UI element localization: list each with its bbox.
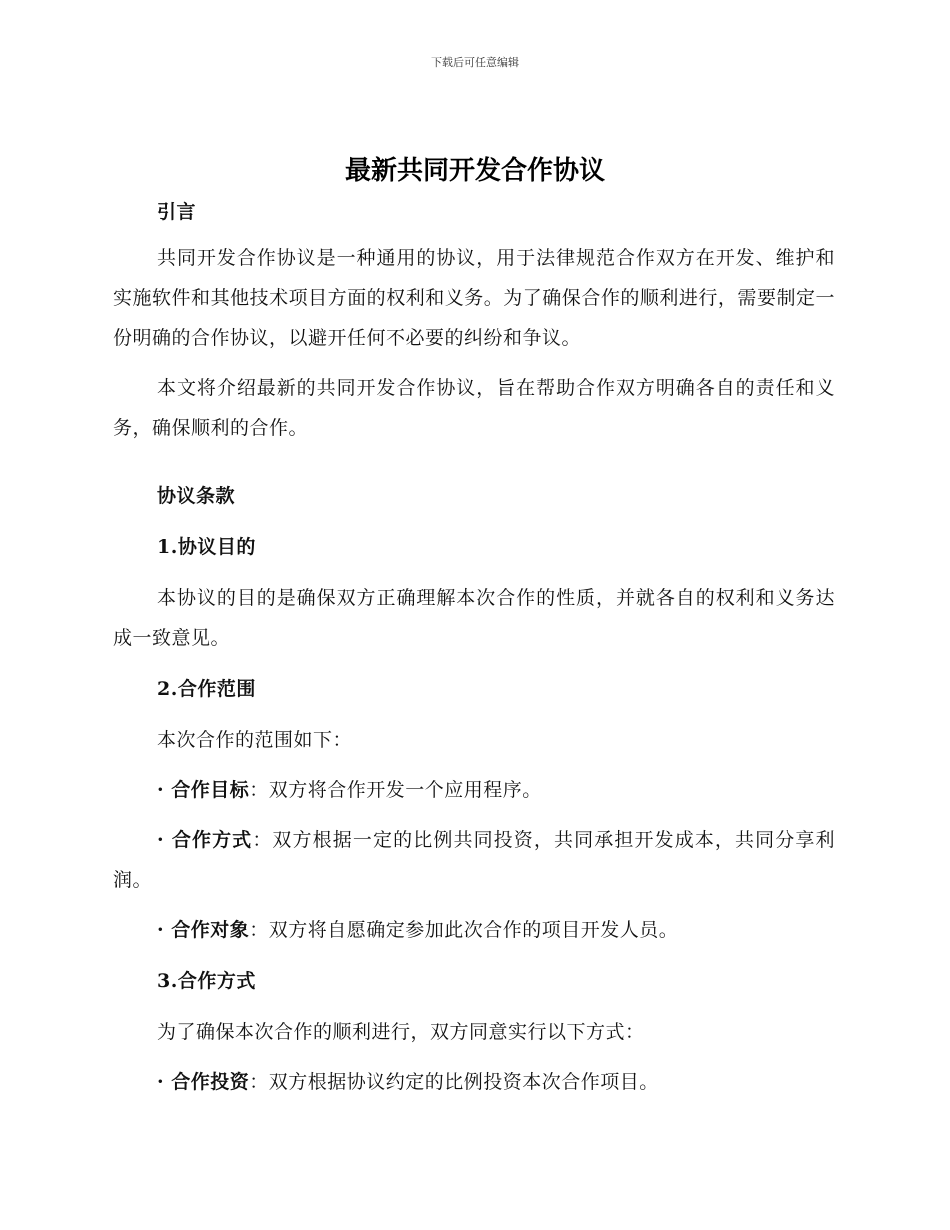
intro-paragraph-1: 共同开发合作协议是一种通用的协议，用于法律规范合作双方在开发、维护和实施软件和其他技术项目方面的权利和义务。为了确保合作的顺利进行，需要制定一份明确的合作协议，以避开任何不必要的纠纷和争议。	[113, 247, 835, 349]
list-item-term: · 合作目标	[157, 779, 250, 801]
terms-heading: 协议条款	[157, 485, 236, 507]
list-item-text: ：双方根据协议约定的比例投资本次合作项目。	[249, 1071, 659, 1093]
document-title: 最新共同开发合作协议	[344, 156, 605, 186]
section-3-heading: 3.合作方式	[157, 970, 256, 992]
intro-paragraph-2: 本文将介绍最新的共同开发合作协议，旨在帮助合作双方明确各自的责任和义务，确保顺利的合作。	[113, 377, 835, 439]
section-2-lead: 本次合作的范围如下：	[157, 729, 353, 751]
list-item-term: · 合作方式	[157, 829, 253, 851]
section-1-heading: 1.协议目的	[157, 536, 256, 558]
header-note: 下载后可任意编辑	[431, 56, 519, 69]
section-3-lead: 为了确保本次合作的顺利进行，双方同意实行以下方式：	[157, 1021, 645, 1043]
list-item-text: ：双方将合作开发一个应用程序。	[249, 779, 542, 801]
list-item-term: · 合作对象	[157, 919, 250, 941]
intro-heading: 引言	[157, 201, 197, 223]
list-item	[113, 820, 835, 900]
list-item	[113, 910, 835, 950]
section-2-heading: 2.合作范围	[157, 678, 256, 700]
section-1-paragraph: 本协议的目的是确保双方正确理解本次合作的性质，并就各自的权利和义务达成一致意见。	[113, 587, 835, 649]
list-item	[113, 1062, 835, 1102]
document-body	[113, 192, 835, 1112]
list-item	[113, 770, 835, 810]
list-item-term: · 合作投资	[157, 1071, 250, 1093]
list-item-text: ：双方将自愿确定参加此次合作的项目开发人员。	[249, 919, 679, 941]
list-item-text: ：双方根据一定的比例共同投资，共同承担开发成本，共同分享利润。	[113, 829, 835, 891]
